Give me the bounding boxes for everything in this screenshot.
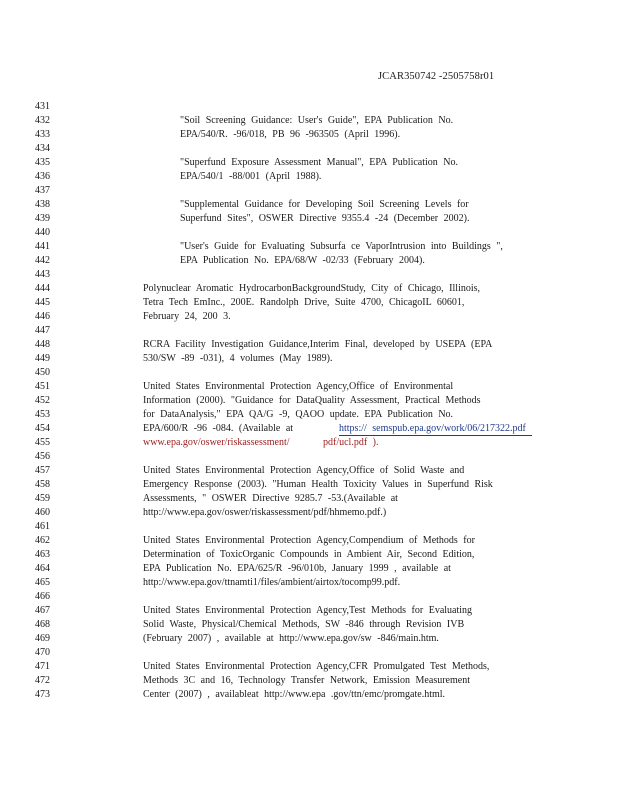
line-number: 432 (35, 115, 50, 126)
riskassessment-link[interactable]: www.epa.gov/oswer/riskassessment/ (143, 437, 290, 448)
reference-line: EPA Publication No. EPA/68/W -02/33 (February 2004). (180, 255, 425, 266)
line-number: 445 (35, 297, 50, 308)
reference-line: "Superfund Exposure Assessment Manual", EPA Publication No. (180, 157, 459, 168)
line-number: 456 (35, 451, 50, 462)
reference-line: for DataAnalysis," EPA QA/G -9, QAOO update. EPA Publication No. (143, 409, 454, 420)
semspub-link[interactable]: https:// semspub.epa.gov/work/06/217322.pdf (339, 423, 532, 436)
line-number: 446 (35, 311, 50, 322)
reference-line: Determination of ToxicOrganic Compounds in Ambient Air, Second Edition, (143, 549, 475, 560)
line-number: 454 (35, 423, 50, 434)
line-number: 440 (35, 227, 50, 238)
reference-line: "Soil Screening Guidance: User's Guide", EPA Publication No. (180, 115, 454, 126)
reference-line: United States Environmental Protection Agency,CFR Promulgated Test Methods, (143, 661, 490, 672)
line-number: 473 (35, 689, 50, 700)
line-number: 457 (35, 465, 50, 476)
reference-line: http://www.epa.gov/ttnamti1/files/ambient/airtox/tocomp99.pdf. (143, 577, 401, 588)
line-number: 444 (35, 283, 50, 294)
reference-line: Polynuclear Aromatic HydrocarbonBackgroundStudy, City of Chicago, Illinois, (143, 283, 481, 294)
line-number: 462 (35, 535, 50, 546)
line-number: 470 (35, 647, 50, 658)
document-id-header: JCAR350742 -2505758r01 (378, 71, 495, 82)
reference-line: United States Environmental Protection Agency,Compendium of Methods for (143, 535, 475, 546)
reference-line: EPA Publication No. EPA/625/R -96/010b, January 1999 , available at (143, 563, 451, 574)
line-number: 434 (35, 143, 50, 154)
line-number: 469 (35, 633, 50, 644)
line-number: 442 (35, 255, 50, 266)
reference-line: Assessments, " OSWER Directive 9285.7 -53.(Available at (143, 493, 398, 504)
reference-line: February 24, 200 3. (143, 311, 231, 322)
reference-line: United States Environmental Protection Agency,Test Methods for Evaluating (143, 605, 473, 616)
line-number: 439 (35, 213, 50, 224)
reference-line: United States Environmental Protection Agency,Office of Environmental (143, 381, 454, 392)
reference-line: http://www.epa.gov/oswer/riskassessment/pdf/hhmemo.pdf.) (143, 507, 387, 518)
reference-line: Emergency Response (2003). "Human Health Toxicity Values in Superfund Risk (143, 479, 493, 490)
ucl-pdf-link[interactable]: pdf/ucl.pdf ). (323, 437, 379, 448)
reference-line: EPA/540/1 -88/001 (April 1988). (180, 171, 322, 182)
reference-line: Methods 3C and 16, Technology Transfer Network, Emission Measurement (143, 675, 470, 686)
reference-line: "Supplemental Guidance for Developing Soil Screening Levels for (180, 199, 469, 210)
line-number: 450 (35, 367, 50, 378)
line-number: 467 (35, 605, 50, 616)
line-number: 443 (35, 269, 50, 280)
line-number: 441 (35, 241, 50, 252)
line-number: 449 (35, 353, 50, 364)
line-number: 471 (35, 661, 50, 672)
reference-line: Superfund Sites", OSWER Directive 9355.4 -24 (December 2002). (180, 213, 470, 224)
reference-line: EPA/600/R -96 -084. (Available at (143, 423, 294, 434)
reference-line: 530/SW -89 -031), 4 volumes (May 1989). (143, 353, 333, 364)
reference-line: Center (2007) , availableat http://www.epa .gov/ttn/emc/promgate.html. (143, 689, 446, 700)
line-number: 460 (35, 507, 50, 518)
line-number: 468 (35, 619, 50, 630)
line-number: 447 (35, 325, 50, 336)
line-number: 472 (35, 675, 50, 686)
reference-line: EPA/540/R. -96/018, PB 96 -963505 (April 1996). (180, 129, 401, 140)
line-number: 461 (35, 521, 50, 532)
line-number: 466 (35, 591, 50, 602)
reference-line: United States Environmental Protection Agency,Office of Solid Waste and (143, 465, 465, 476)
line-number: 448 (35, 339, 50, 350)
line-number: 438 (35, 199, 50, 210)
reference-line: Tetra Tech EmInc., 200E. Randolph Drive, Suite 4700, ChicagoIL 60601, (143, 297, 465, 308)
line-number: 463 (35, 549, 50, 560)
line-number: 455 (35, 437, 50, 448)
line-number: 458 (35, 479, 50, 490)
line-number: 433 (35, 129, 50, 140)
line-number: 465 (35, 577, 50, 588)
line-number: 437 (35, 185, 50, 196)
line-number: 451 (35, 381, 50, 392)
line-number: 431 (35, 101, 50, 112)
line-number: 464 (35, 563, 50, 574)
reference-line: (February 2007) , available at http://www.epa.gov/sw -846/main.htm. (143, 633, 439, 644)
line-number: 452 (35, 395, 50, 406)
reference-line: RCRA Facility Investigation Guidance,Interim Final, developed by USEPA (EPA (143, 339, 493, 350)
reference-line: Information (2000). "Guidance for DataQuality Assessment, Practical Methods (143, 395, 481, 406)
reference-line: Solid Waste, Physical/Chemical Methods, SW -846 through Revision IVB (143, 619, 465, 630)
line-number: 453 (35, 409, 50, 420)
line-number: 459 (35, 493, 50, 504)
reference-line: "User's Guide for Evaluating Subsurfa ce VaporIntrusion into Buildings ", (180, 241, 503, 252)
line-number: 435 (35, 157, 50, 168)
line-number: 436 (35, 171, 50, 182)
